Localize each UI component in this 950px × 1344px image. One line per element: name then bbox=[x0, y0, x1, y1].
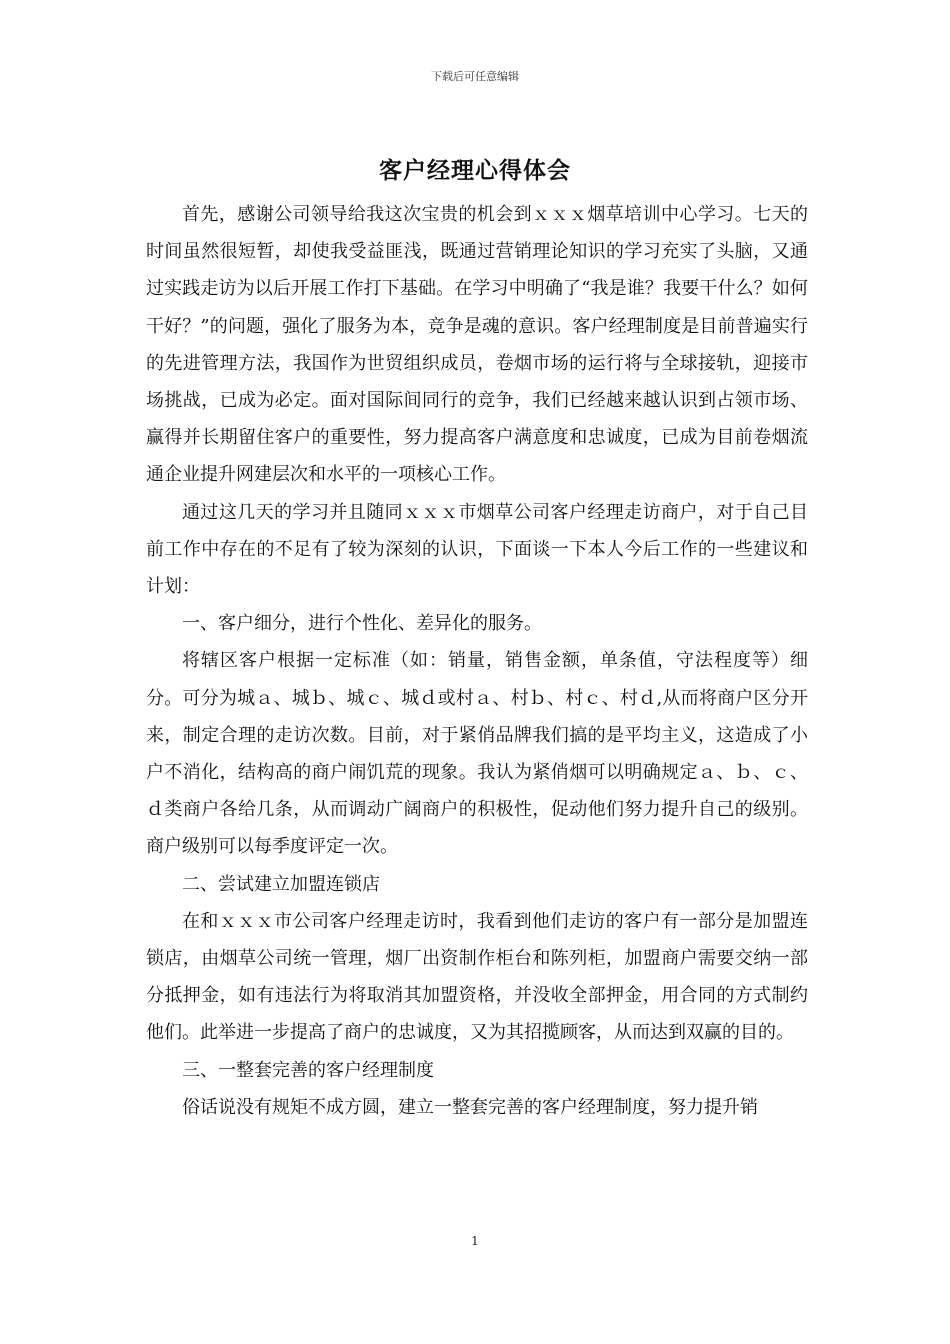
paragraph-section-3: 俗话说没有规矩不成方圆，建立一整套完善的客户经理制度，努力提升销 bbox=[182, 1096, 758, 1118]
document-title: 客户经理心得体会 bbox=[379, 157, 571, 184]
paragraph-visit: 通过这几天的学习并且随同ｘｘｘ市烟草公司客户经理走访商户，对于自己目前工作中存在的不足有了较为深刻的认识，下面谈一下本人今后工作的一些建议和计划： bbox=[146, 501, 808, 598]
heading-section-2: 二、尝试建立加盟连锁店 bbox=[182, 873, 380, 895]
heading-section-3: 三、一整套完善的客户经理制度 bbox=[182, 1059, 434, 1081]
page-number: 1 bbox=[471, 1234, 479, 1248]
heading-section-1: 一、客户细分，进行个性化、差异化的服务。 bbox=[182, 613, 542, 635]
paragraph-section-2: 在和ｘｘｘ市公司客户经理走访时，我看到他们走访的客户有一部分是加盟连锁店，由烟草公司统一管理，烟厂出资制作柜台和陈列柜，加盟商户需要交纳一部分抵押金，如有违法行为将取消其加盟资格，并没收全部押金，用合同的方式制约他们。此举进一步提高了商户的忠诚度，又为其招揽顾客，从而达到双赢的目的。 bbox=[146, 910, 808, 1044]
page-header-note: 下载后可任意编辑 bbox=[431, 70, 519, 83]
document-body bbox=[146, 196, 808, 1126]
paragraph-intro: 首先，感谢公司领导给我这次宝贵的机会到ｘｘｘ烟草培训中心学习。七天的时间虽然很短暂，却使我受益匪浅，既通过营销理论知识的学习充实了头脑，又通过实践走访为以后开展工作打下基础。在学习中明确了“我是谁？我要干什么？如何干好？”的问题，强化了服务为本，竞争是魂的意识。客户经理制度是目前普遍实行的先进管理方法，我国作为世贸组织成员，卷烟市场的运行将与全球接轨，迎接市场挑战，已成为必定。面对国际间同行的竞争，我们已经越来越认识到占领市场、赢得并长期留住客户的重要性，努力提高客户满意度和忠诚度，已成为目前卷烟流通企业提升网建层次和水平的一项核心工作。 bbox=[146, 204, 808, 486]
paragraph-section-1: 将辖区客户根据一定标准（如：销量，销售金额，单条值，守法程度等）细分。可分为城ａ、城ｂ、城ｃ、城ｄ或村ａ、村ｂ、村ｃ、村ｄ,从而将商户区分开来，制定合理的走访次数。目前，对于紧俏品牌我们搞的是平均主义，这造成了小户不消化，结构高的商户闹饥荒的现象。我认为紧俏烟可以明确规定ａ、ｂ、ｃ、ｄ类商户各给几条，从而调动广阔商户的积极性，促动他们努力提升自己的级别。商户级别可以每季度评定一次。 bbox=[146, 650, 808, 858]
